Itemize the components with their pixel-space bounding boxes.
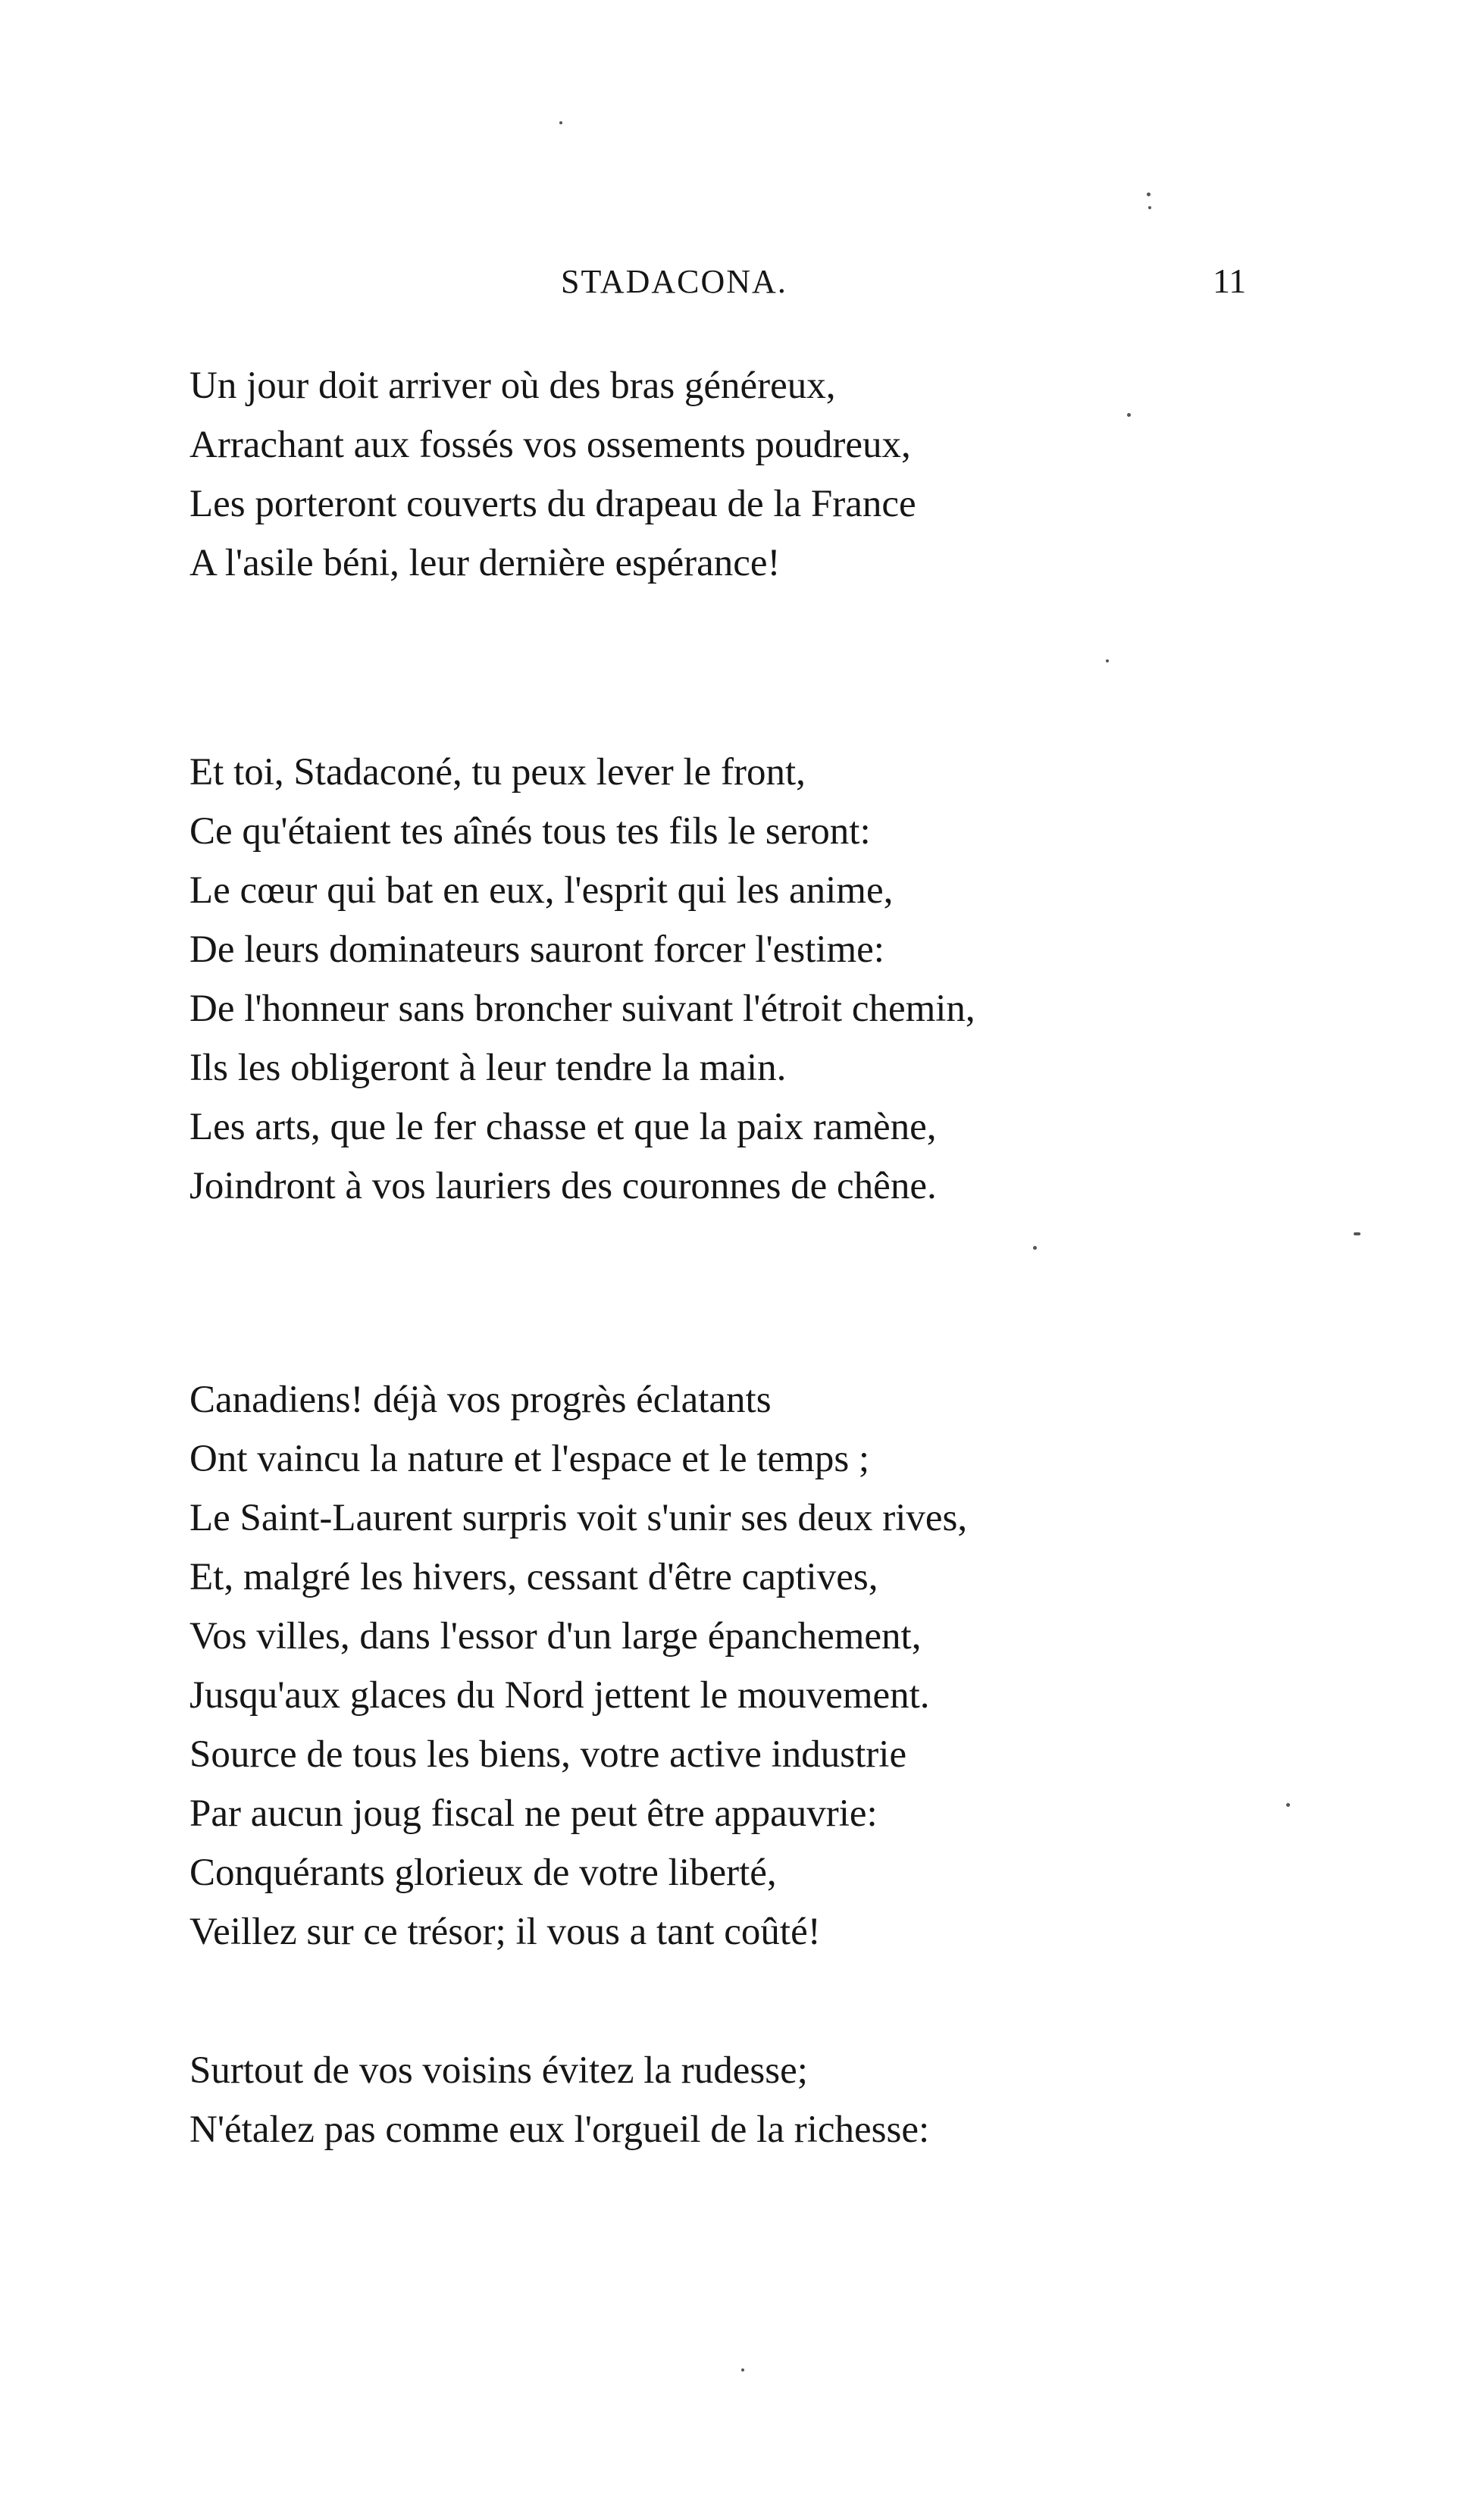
verse-line: Et toi, Stadaconé, tu peux lever le front, [189,751,806,794]
page-number: 11 [1213,261,1247,300]
scan-speck [1354,1232,1360,1235]
verse-line: Par aucun joug fiscal ne peut être appauvrie: [189,1792,878,1835]
verse-line: N'étalez pas comme eux l'orgueil de la richesse: [189,2108,930,2151]
verse-line: Arrachant aux fossés vos ossements poudreux, [189,424,911,466]
verse-line: Le Saint-Laurent surpris voit s'unir ses deux rives, [189,1497,968,1539]
running-title: STADACONA. [561,263,787,300]
verse-line: Les porteront couverts du drapeau de la France [189,483,916,525]
verse-line: Et, malgré les hivers, cessant d'être captives, [189,1556,878,1598]
verse-line: Joindront à vos lauriers des couronnes de chêne. [189,1165,937,1207]
verse-line: Veillez sur ce trésor; il vous a tant coûté! [189,1911,821,1953]
verse-line: Source de tous les biens, votre active industrie [189,1733,907,1776]
verse-line: Vos villes, dans l'essor d'un large épanchement, [189,1615,922,1658]
scan-speck [1033,1246,1037,1250]
stanza-1 [189,356,916,593]
scan-speck [1148,206,1151,209]
verse-line: Ce qu'étaient tes aînés tous tes fils le seront: [189,810,871,853]
verse-line: Surtout de vos voisins évitez la rudesse; [189,2049,808,2092]
verse-line: Ont vaincu la nature et l'espace et le temps ; [189,1438,870,1480]
stanza-4 [189,2041,929,2159]
scan-speck [559,121,562,124]
verse-line: Les arts, que le fer chasse et que la paix ramène, [189,1106,937,1148]
stanza-2 [189,743,975,1216]
verse-line: De leurs dominateurs sauront forcer l'estime: [189,928,884,971]
verse-line: Ils les obligeront à leur tendre la main. [189,1047,787,1089]
verse-line: Conquérants glorieux de votre liberté, [189,1852,777,1894]
verse-line: A l'asile béni, leur dernière espérance! [189,542,781,584]
verse-line: De l'honneur sans broncher suivant l'étroit chemin, [189,988,975,1030]
verse-line: Un jour doit arriver où des bras généreux, [189,365,836,407]
verse-line: Le cœur qui bat en eux, l'esprit qui les anime, [189,869,894,912]
scan-speck [1286,1803,1290,1807]
scan-speck [741,2368,744,2371]
stanza-3 [189,1370,967,1961]
verse-line: Jusqu'aux glaces du Nord jettent le mouvement. [189,1674,930,1717]
scan-speck [1106,659,1109,662]
verse-line: Canadiens! déjà vos progrès éclatants [189,1379,772,1421]
scan-speck [1147,193,1151,196]
scan-speck [1127,413,1131,417]
